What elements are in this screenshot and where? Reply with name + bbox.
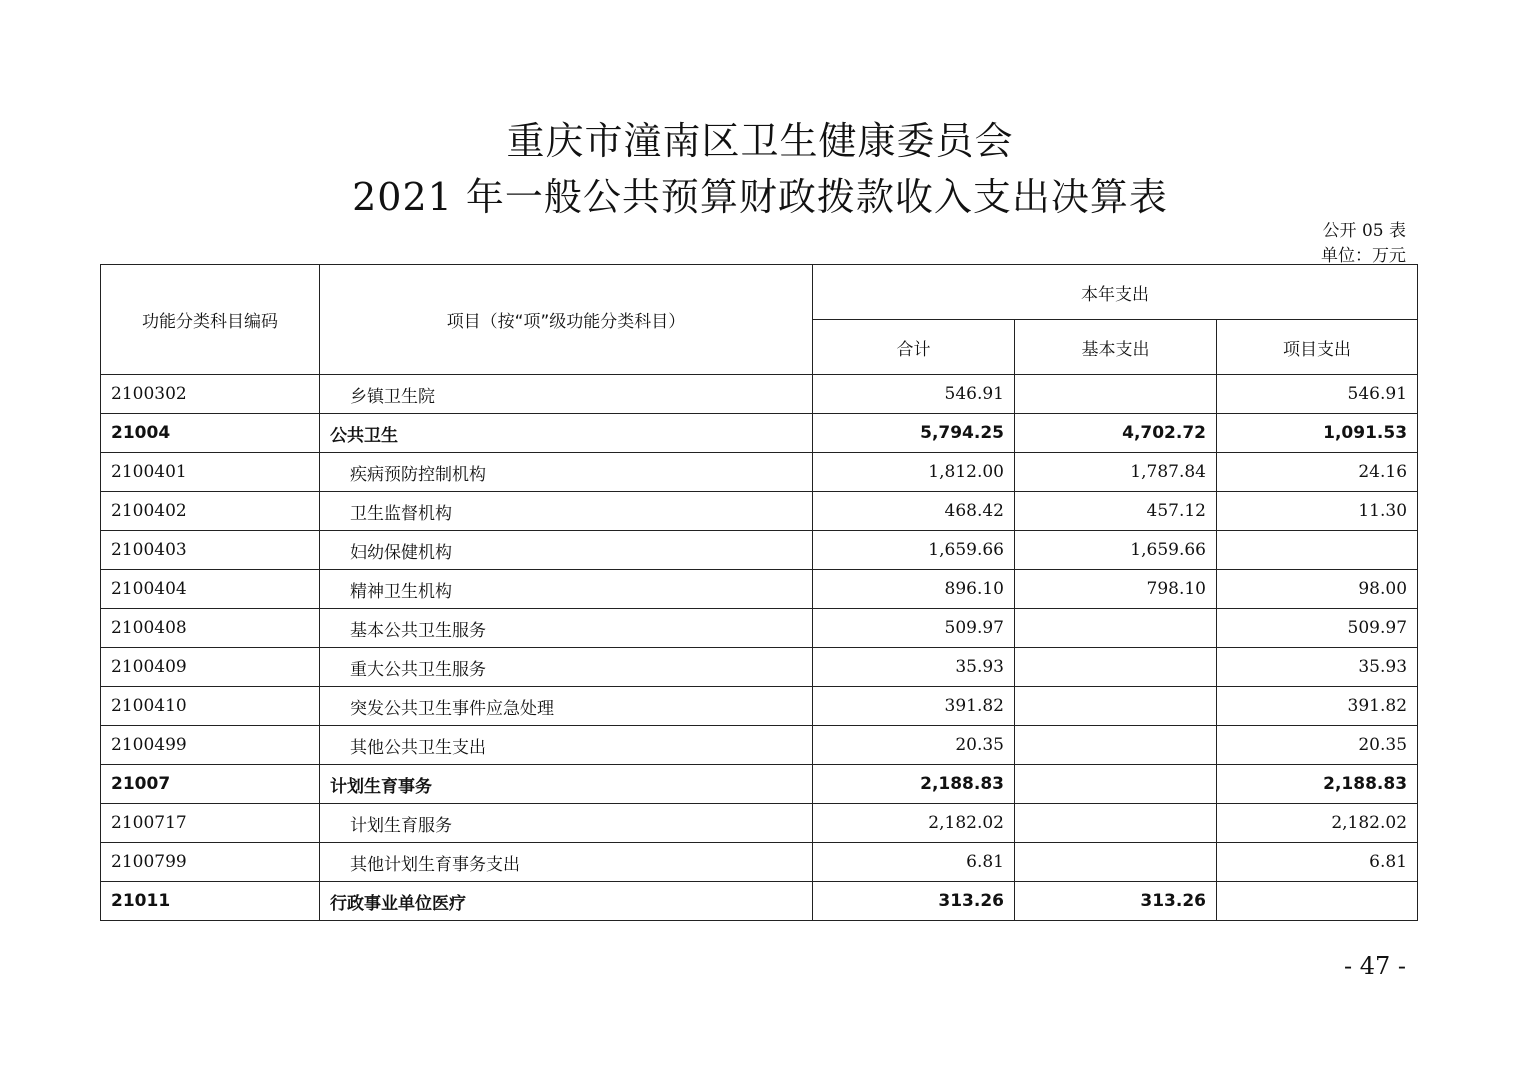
row-name: 突发公共卫生事件应急处理 bbox=[320, 687, 813, 726]
table-row bbox=[101, 882, 1418, 921]
row-total: 546.91 bbox=[813, 375, 1015, 414]
row-name: 计划生育服务 bbox=[320, 804, 813, 843]
table-row bbox=[101, 414, 1418, 453]
row-total: 391.82 bbox=[813, 687, 1015, 726]
table-row bbox=[101, 492, 1418, 531]
row-total: 509.97 bbox=[813, 609, 1015, 648]
table-row bbox=[101, 453, 1418, 492]
row-basic bbox=[1015, 765, 1217, 804]
row-basic bbox=[1015, 843, 1217, 882]
row-total: 5,794.25 bbox=[813, 414, 1015, 453]
page-number: - 47 - bbox=[1343, 952, 1406, 980]
row-name: 精神卫生机构 bbox=[320, 570, 813, 609]
row-project: 35.93 bbox=[1217, 648, 1418, 687]
header-year-expense: 本年支出 bbox=[813, 265, 1418, 320]
row-name: 行政事业单位医疗 bbox=[320, 882, 813, 921]
row-code: 2100401 bbox=[101, 453, 320, 492]
table-row bbox=[101, 843, 1418, 882]
row-name: 其他计划生育事务支出 bbox=[320, 843, 813, 882]
table-row bbox=[101, 687, 1418, 726]
header-code: 功能分类科目编码 bbox=[101, 265, 320, 375]
row-basic bbox=[1015, 804, 1217, 843]
table-row bbox=[101, 765, 1418, 804]
expenditure-table bbox=[100, 264, 1418, 921]
row-name: 基本公共卫生服务 bbox=[320, 609, 813, 648]
row-project: 6.81 bbox=[1217, 843, 1418, 882]
table-row bbox=[101, 375, 1418, 414]
row-total: 20.35 bbox=[813, 726, 1015, 765]
header-basic: 基本支出 bbox=[1015, 320, 1217, 375]
row-code: 2100408 bbox=[101, 609, 320, 648]
row-name: 计划生育事务 bbox=[320, 765, 813, 804]
document-title-line1: 重庆市潼南区卫生健康委员会 bbox=[506, 119, 1014, 163]
row-basic bbox=[1015, 648, 1217, 687]
table-row bbox=[101, 531, 1418, 570]
row-basic: 798.10 bbox=[1015, 570, 1217, 609]
row-name: 乡镇卫生院 bbox=[320, 375, 813, 414]
table-row bbox=[101, 648, 1418, 687]
row-project bbox=[1217, 531, 1418, 570]
row-code: 2100403 bbox=[101, 531, 320, 570]
row-total: 2,182.02 bbox=[813, 804, 1015, 843]
row-project: 2,182.02 bbox=[1217, 804, 1418, 843]
table-row bbox=[101, 609, 1418, 648]
row-total: 896.10 bbox=[813, 570, 1015, 609]
row-name: 疾病预防控制机构 bbox=[320, 453, 813, 492]
row-code: 21011 bbox=[101, 882, 320, 921]
row-basic bbox=[1015, 726, 1217, 765]
row-project: 509.97 bbox=[1217, 609, 1418, 648]
table-number: 公开 05 表 bbox=[1322, 221, 1406, 241]
row-total: 35.93 bbox=[813, 648, 1015, 687]
row-code: 2100409 bbox=[101, 648, 320, 687]
unit-label: 单位：万元 bbox=[1321, 246, 1406, 266]
table-row bbox=[101, 570, 1418, 609]
row-basic bbox=[1015, 609, 1217, 648]
row-code: 2100302 bbox=[101, 375, 320, 414]
row-total: 1,812.00 bbox=[813, 453, 1015, 492]
row-basic: 457.12 bbox=[1015, 492, 1217, 531]
row-project: 1,091.53 bbox=[1217, 414, 1418, 453]
row-project: 391.82 bbox=[1217, 687, 1418, 726]
row-project: 98.00 bbox=[1217, 570, 1418, 609]
table-row bbox=[101, 804, 1418, 843]
row-project: 24.16 bbox=[1217, 453, 1418, 492]
header-total: 合计 bbox=[813, 320, 1015, 375]
row-code: 2100717 bbox=[101, 804, 320, 843]
row-basic bbox=[1015, 375, 1217, 414]
row-code: 2100402 bbox=[101, 492, 320, 531]
row-basic: 1,659.66 bbox=[1015, 531, 1217, 570]
row-total: 1,659.66 bbox=[813, 531, 1015, 570]
document-title-line2: 2021 年一般公共预算财政拨款收入支出决算表 bbox=[352, 175, 1168, 219]
row-name: 重大公共卫生服务 bbox=[320, 648, 813, 687]
row-basic: 4,702.72 bbox=[1015, 414, 1217, 453]
row-name: 卫生监督机构 bbox=[320, 492, 813, 531]
row-name: 妇幼保健机构 bbox=[320, 531, 813, 570]
row-name: 其他公共卫生支出 bbox=[320, 726, 813, 765]
row-total: 313.26 bbox=[813, 882, 1015, 921]
row-code: 2100499 bbox=[101, 726, 320, 765]
table-row bbox=[101, 726, 1418, 765]
row-basic: 1,787.84 bbox=[1015, 453, 1217, 492]
row-project: 11.30 bbox=[1217, 492, 1418, 531]
row-project: 2,188.83 bbox=[1217, 765, 1418, 804]
table-body bbox=[101, 375, 1418, 921]
row-basic bbox=[1015, 687, 1217, 726]
row-basic: 313.26 bbox=[1015, 882, 1217, 921]
row-total: 6.81 bbox=[813, 843, 1015, 882]
row-name: 公共卫生 bbox=[320, 414, 813, 453]
row-total: 468.42 bbox=[813, 492, 1015, 531]
row-code: 2100404 bbox=[101, 570, 320, 609]
row-project: 546.91 bbox=[1217, 375, 1418, 414]
header-item: 项目（按“项”级功能分类科目） bbox=[320, 265, 813, 375]
header-project: 项目支出 bbox=[1217, 320, 1418, 375]
row-code: 21007 bbox=[101, 765, 320, 804]
row-code: 2100410 bbox=[101, 687, 320, 726]
row-project bbox=[1217, 882, 1418, 921]
row-code: 2100799 bbox=[101, 843, 320, 882]
row-code: 21004 bbox=[101, 414, 320, 453]
row-project: 20.35 bbox=[1217, 726, 1418, 765]
row-total: 2,188.83 bbox=[813, 765, 1015, 804]
